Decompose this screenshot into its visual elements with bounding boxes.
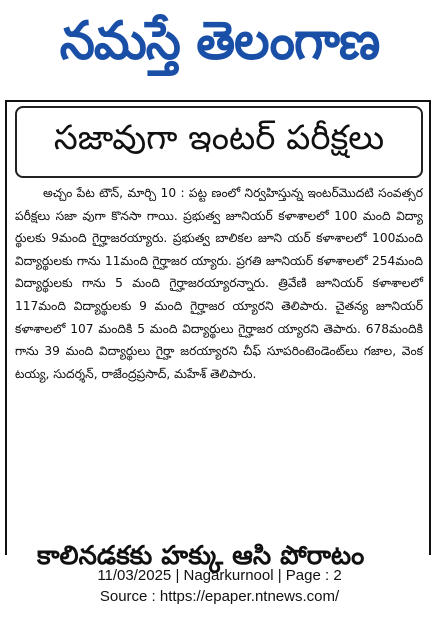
next-article-headline-fragment: కాలినడకకు హక్కు ఆసి పోరాటం bbox=[37, 541, 365, 571]
page-footer bbox=[0, 565, 439, 607]
article-body: అచ్చం పేట టౌన్, మార్చి 10 : పట్ట ణంలో నిర్వహిస్తున్న ఇంటర్‌మొదటి సంవత్సర పరీక్షలు సజా వుగా కొనసా గాయి. ప్రభుత్వ జూనియర్ కళాశాలలో 100 మంది విద్యా ర్థులకు 9మంది గైర్హాజరయ్యారు. ప్రభుత్వ బాలికల జూని యర్ కళాశాలలో 100మంది విద్యార్థులకు గాను 11మంది గైర్హాజర య్యారు. ప్రగతి జూనియర్ కళాశాలలో 254మంది విద్యార్థులకు గాను 5 మంది గైర్హాజరయ్యారన్నారు. త్రివేణి జూనియర్ కళాశాలలో 117మంది విద్యార్థులకు 9 మంది గైర్హాజర య్యారని తెలిపారు. చైతన్య జూనియర్ కళాశాలలో 107 మందికి 5 మంది విద్యార్థులు గైర్హాజర య్యారని తెపారు. 678మందికి గాను 39 మంది విద్యార్థులు గైర్హా జరయ్యారని చీఫ్ సూపరింటెండెంట్‌లు గజాల, వెంక టయ్య, సుదర్శన్, రాజేంద్రప్రసాద్, మహేశ్ తెలిపారు. bbox=[15, 186, 423, 381]
masthead bbox=[0, 0, 439, 95]
article-headline: సజావుగా ఇంటర్ పరీక్షలు bbox=[15, 106, 423, 178]
newspaper-logo: నమస్తే తెలంగాణ bbox=[59, 10, 380, 72]
article-clipping bbox=[5, 100, 431, 571]
edition-info: 11/03/2025 | Nagarkurnool | Page : 2 bbox=[97, 567, 342, 584]
source-info: Source : https://epaper.ntnews.com/ bbox=[99, 588, 340, 605]
